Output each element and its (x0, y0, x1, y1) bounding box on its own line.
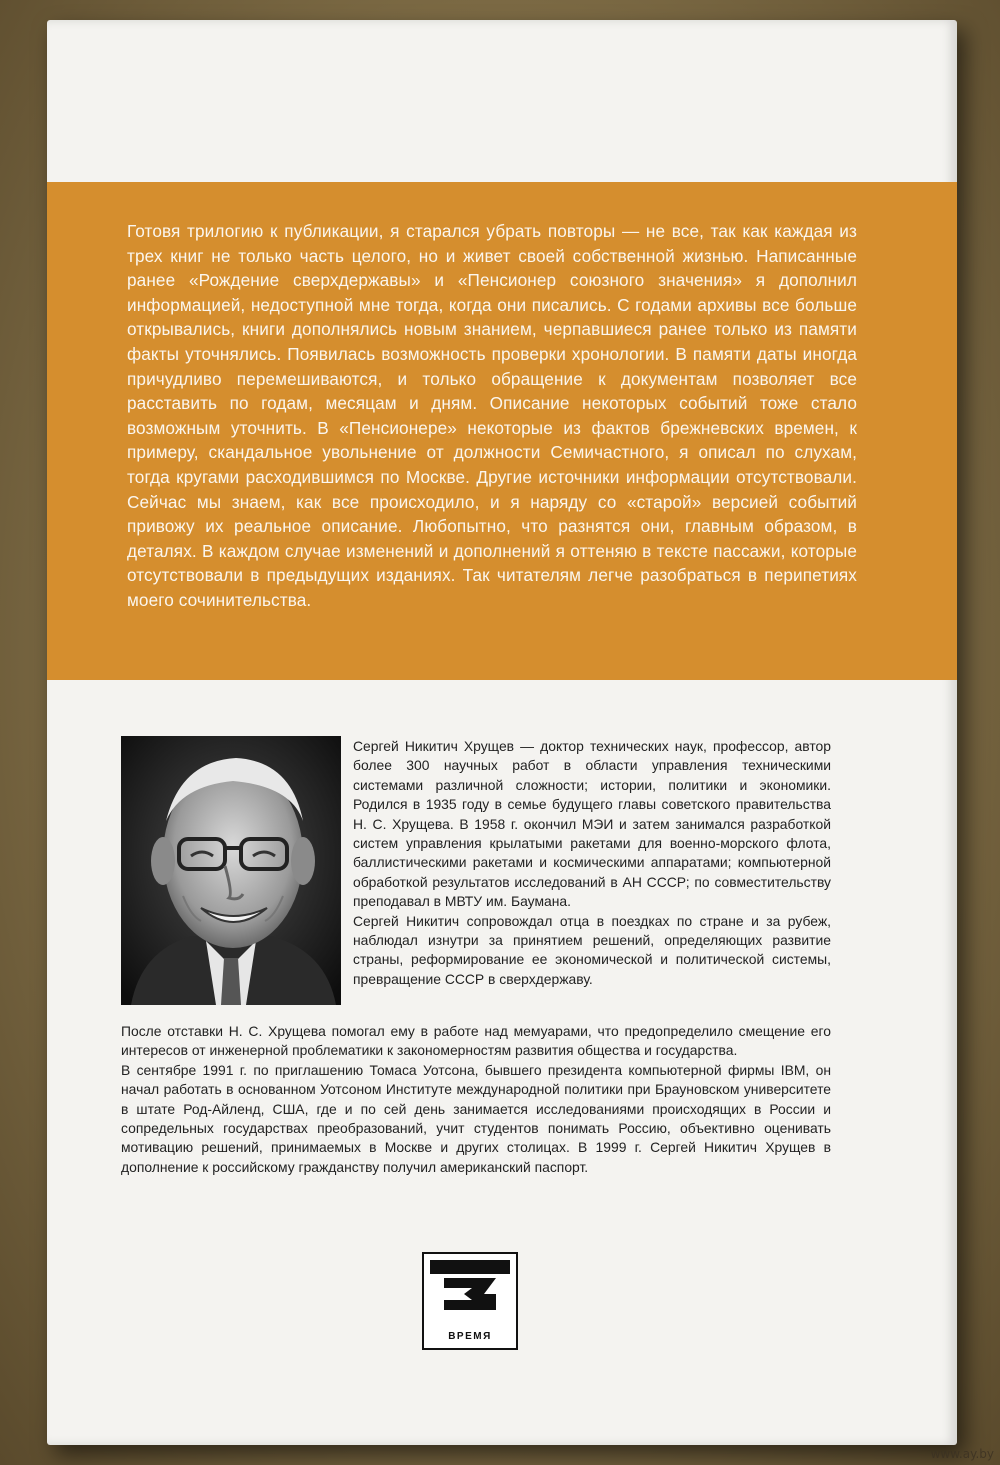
orange-blurb-band (47, 182, 957, 680)
book-back-cover (47, 20, 957, 1445)
publisher-name: ВРЕМЯ (448, 1331, 492, 1342)
publisher-mark-icon (424, 1254, 516, 1324)
bio-paragraph: В сентябре 1991 г. по приглашению Томаса Уотсона, бывшего президента компьютерной фирмы IBM, он начал работать в основанном Уотсоном Институте международной политики при Брауновском университете в штате Род-Айленд, США, где и по сей день занимается исследованиями происходящих в России и сопредельных государствах преобразований, учит студентов понимать Россию, объективно оценивать мотивацию решений, принимаемых в Москве и других столицах. В 1999 г. Сергей Никитич Хрущев в дополнение к российскому гражданству получил американский паспорт. (121, 1061, 831, 1175)
bio-paragraph: После отставки Н. С. Хрущева помогал ему в работе над мемуарами, что предопределило смещение его интересов от инженерной проблематики к закономерностям развития общества и государства. (121, 1023, 831, 1059)
watermark-text: www.ay.by (930, 1447, 994, 1461)
bio-paragraph: Сергей Никитич сопровождал отца в поездках по стране и за рубеж, наблюдал изнутри за принятием решений, определяющих развитие страны, реформирование ее экономической и политической системы, превращение СССР в сверхдержаву. (353, 912, 831, 987)
publisher-logo (422, 1252, 518, 1350)
author-photo (121, 736, 341, 1005)
author-bio-bottom (121, 1022, 831, 1177)
author-bio-top (353, 737, 831, 989)
bio-paragraph: Сергей Никитич Хрущев — доктор технических наук, профессор, автор более 300 научных работ в области управления техническими системами различной сложности; истории, политики и экономики. Родился в 1935 году в семье будущего главы советского правительства Н. С. Хрущева. В 1958 г. окончил МЭИ и затем занимался разработкой систем управления крылатыми ракетами для военно-морского флота, баллистическими ракетами и космическими аппаратами; компьютерной обработкой результатов исследований в АН СССР; по совместительству преподавал в МВТУ им. Баумана. (353, 738, 831, 910)
blurb-text: Готовя трилогию к публикации, я старался убрать повторы — не все, так как каждая из трех книг не только часть целого, но и живет своей собственной жизнью. Написанные ранее «Рождение сверхдержавы» и «Пенсионер союзного значения» я дополнил информацией, недоступной мне тогда, когда они писались. С годами архивы все больше открывались, книги дополнялись новым знанием, черпавшиеся ранее только из памяти факты уточнялись. Появилась возможность проверки хронологии. В памяти даты иногда причудливо перемешиваются, и только обращение к документам позволяет все расставить по годам, месяцам и дням. Описание некоторых событий тоже стало возможным уточнить. В «Пенсионере» некоторые из фактов брежневских времен, к примеру, скандальное увольнение от должности Семичастного, я описал по слухам, тогда кругами расходившимся по Москве. Другие источники информации отсутствовали. Сейчас мы знаем, как все происходило, и я наряду со «старой» версией событий привожу их реальное описание. Любопытно, что разнятся они, главным образом, в деталях. В каждом случае изменений и дополнений я оттеняю в тексте пассажи, которые отсутствовали в предыдущих изданиях. Так читателям легче разобраться в перипетиях моего сочинительства. (127, 221, 857, 610)
